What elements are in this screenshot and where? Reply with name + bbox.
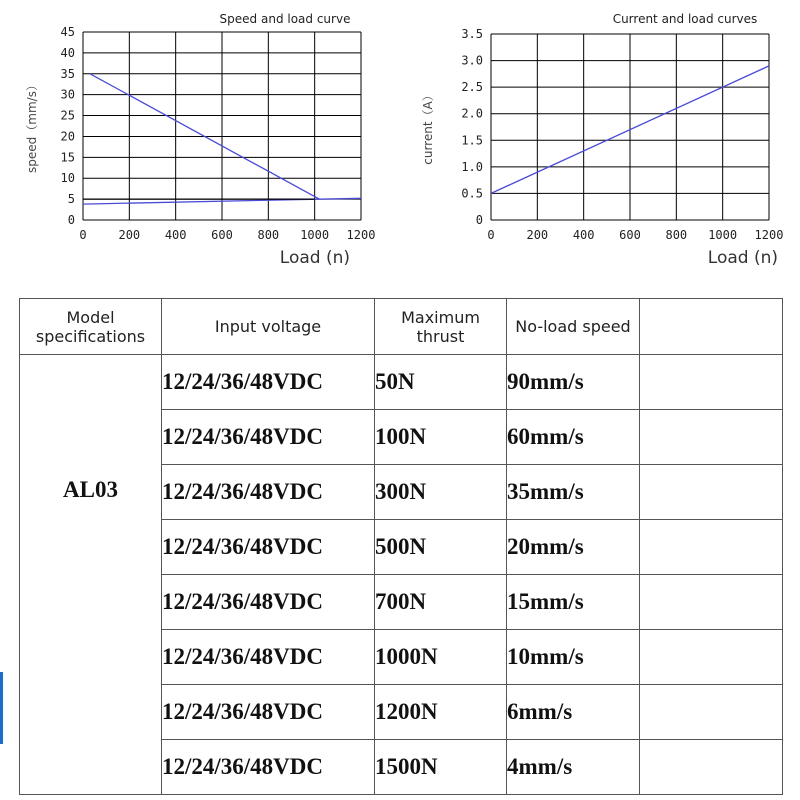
x-axis-label: Load (n)	[279, 248, 350, 268]
voltage-cell: 12/24/36/48VDC	[162, 685, 375, 740]
voltage-cell: 12/24/36/48VDC	[162, 740, 375, 795]
speed-cell: 20mm/s	[507, 520, 640, 575]
thrust-cell: 1200N	[375, 685, 507, 740]
header-voltage: Input voltage	[162, 299, 375, 355]
x-tick-label: 800	[665, 228, 688, 242]
x-tick-label: 1200	[754, 228, 784, 242]
x-tick-label: 600	[619, 228, 641, 242]
y-tick-label: 1.0	[461, 159, 483, 174]
table-header-row	[20, 299, 783, 355]
y-tick-label: 2.5	[461, 80, 483, 95]
speed-cell: 15mm/s	[507, 575, 640, 630]
speed-load-chart	[0, 0, 400, 275]
chart-title: Current and load curves	[612, 12, 758, 26]
x-tick-label: 1200	[346, 228, 376, 242]
x-axis-label: Load (n)	[707, 248, 778, 268]
spec-table	[19, 298, 783, 795]
voltage-cell: 12/24/36/48VDC	[162, 630, 375, 685]
speed-cell: 6mm/s	[507, 685, 640, 740]
x-tick-label: 0	[487, 228, 495, 242]
header-extra	[640, 299, 783, 355]
current-load-chart	[400, 0, 800, 275]
y-tick-label: 20	[60, 129, 75, 144]
speed-cell: 10mm/s	[507, 630, 640, 685]
y-tick-label: 25	[60, 108, 75, 123]
thrust-cell: 1500N	[375, 740, 507, 795]
voltage-cell: 12/24/36/48VDC	[162, 575, 375, 630]
empty-cell	[640, 410, 783, 465]
x-tick-label: 1000	[300, 228, 330, 242]
y-tick-label: 30	[60, 87, 75, 102]
x-tick-label: 800	[257, 228, 280, 242]
thrust-cell: 1000N	[375, 630, 507, 685]
y-tick-label: 10	[60, 171, 75, 186]
header-model: Model specifications	[20, 299, 162, 355]
speed-cell: 60mm/s	[507, 410, 640, 465]
empty-cell	[640, 520, 783, 575]
voltage-cell: 12/24/36/48VDC	[162, 355, 375, 410]
empty-cell	[640, 685, 783, 740]
empty-cell	[640, 630, 783, 685]
voltage-cell: 12/24/36/48VDC	[162, 410, 375, 465]
y-tick-label: 3.0	[461, 53, 483, 68]
model-cell: AL03	[20, 355, 162, 795]
header-speed: No-load speed	[507, 299, 640, 355]
x-tick-label: 400	[164, 228, 187, 242]
y-tick-label: 15	[60, 150, 75, 165]
empty-cell	[640, 740, 783, 795]
x-tick-label: 200	[526, 228, 549, 242]
speed-cell: 35mm/s	[507, 465, 640, 520]
accent-bar	[0, 672, 3, 744]
table-row	[20, 355, 783, 410]
y-tick-label: 0	[67, 213, 75, 227]
thrust-cell: 50N	[375, 355, 507, 410]
y-tick-label: 45	[60, 25, 75, 39]
x-tick-label: 400	[572, 228, 595, 242]
y-tick-label: 1.5	[461, 133, 483, 148]
y-tick-label: 40	[60, 45, 75, 60]
x-tick-label: 0	[79, 228, 87, 242]
y-tick-label: 5	[67, 192, 75, 207]
speed-cell: 90mm/s	[507, 355, 640, 410]
x-tick-label: 200	[118, 228, 141, 242]
y-tick-label: 3.5	[461, 27, 483, 41]
y-axis-label: speed（mm/s）	[25, 79, 39, 173]
y-tick-label: 35	[60, 66, 75, 81]
thrust-cell: 700N	[375, 575, 507, 630]
thrust-cell: 300N	[375, 465, 507, 520]
chart-title: Speed and load curve	[219, 12, 351, 26]
voltage-cell: 12/24/36/48VDC	[162, 465, 375, 520]
empty-cell	[640, 575, 783, 630]
speed-load-chart-svg	[0, 0, 400, 275]
y-tick-label: 0.5	[461, 186, 483, 201]
y-tick-label: 2.0	[461, 106, 483, 121]
x-tick-label: 600	[211, 228, 233, 242]
thrust-cell: 100N	[375, 410, 507, 465]
x-tick-label: 1000	[708, 228, 738, 242]
speed-cell: 4mm/s	[507, 740, 640, 795]
empty-cell	[640, 465, 783, 520]
header-thrust: Maximum thrust	[375, 299, 507, 355]
voltage-cell: 12/24/36/48VDC	[162, 520, 375, 575]
y-axis-label: current（A）	[421, 89, 435, 165]
thrust-cell: 500N	[375, 520, 507, 575]
empty-cell	[640, 355, 783, 410]
current-load-chart-svg	[400, 0, 800, 275]
y-tick-label: 0	[475, 213, 483, 227]
